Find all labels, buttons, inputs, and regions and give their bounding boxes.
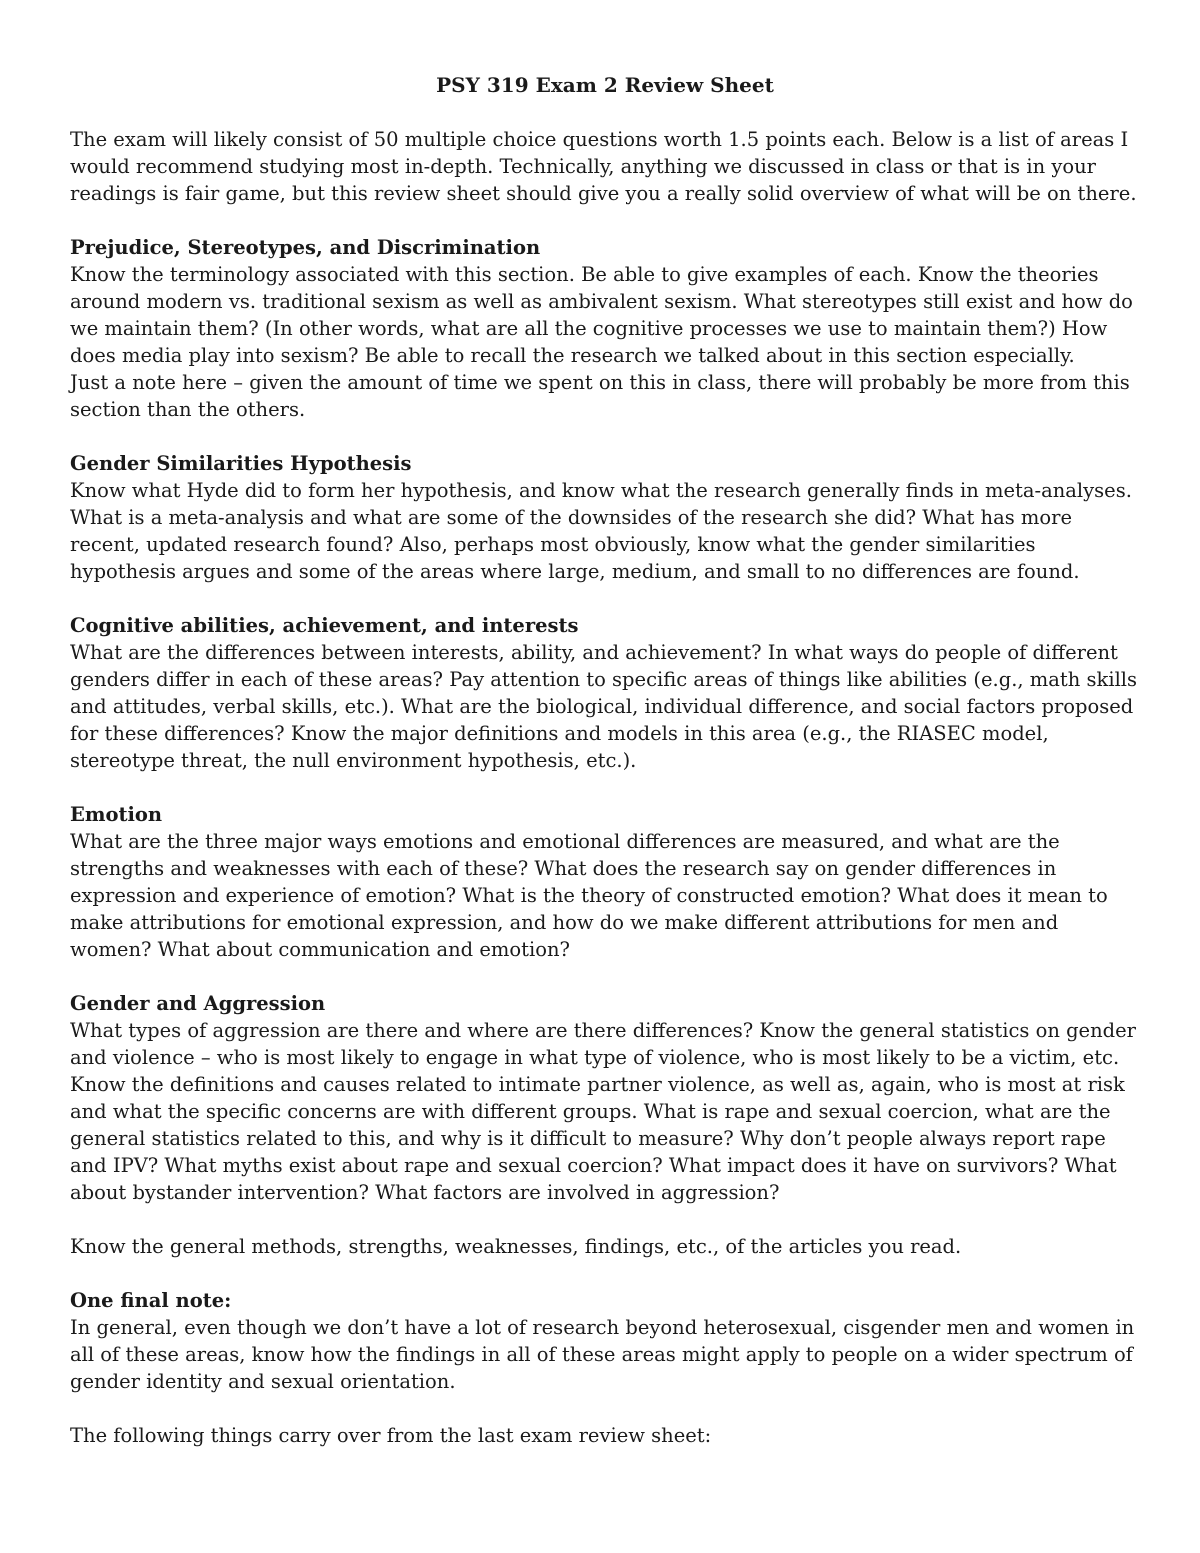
section-heading: Cognitive abilities, achievement, and interests	[70, 614, 579, 637]
articles-note: Know the general methods, strengths, weaknesses, findings, etc., of the articles you read.	[70, 1235, 962, 1258]
section-body: What types of aggression are there and where are there differences? Know the general statistics on gender and violence – who is most likely to engage in what type of violence, who is most likely to be a victim, etc. Know the definitions and causes related to intimate partner violence, as well as, again, who is most at risk and what the specific concerns are with different groups. What is rape and sexual coercion, what are the general statistics related to this, and why is it difficult to measure? Why don’t people always report rape and IPV? What myths exist about rape and sexual coercion? What impact does it have on survivors? What about bystander intervention? What factors are involved in aggression?	[70, 1019, 1136, 1204]
section-body: What are the differences between interests, ability, and achievement? In what ways do people of different genders differ in each of these areas? Pay attention to specific areas of things like abilities (e.g., math skills and attitudes, verbal skills, etc.). What are the biological, individual difference, and social factors proposed for these differences? Know the major definitions and models in this area (e.g., the RIASEC model, stereotype threat, the null environment hypothesis, etc.).	[70, 641, 1138, 772]
section-cognitive-abilities	[70, 612, 1140, 774]
section-aggression	[70, 990, 1140, 1206]
section-final-note	[70, 1287, 1140, 1395]
section-body: What are the three major ways emotions and emotional differences are measured, and what are the strengths and weaknesses with each of these? What does the research say on gender differences in expression and experience of emotion? What is the theory of constructed emotion? What does it mean to make attributions for emotional expression, and how do we make different attributions for men and women? What about communication and emotion?	[70, 830, 1108, 961]
section-note: Just a note here – given the amount of time we spent on this in class, there will probably be more from this section than the others.	[70, 371, 1130, 421]
document-page	[70, 72, 1140, 1476]
section-heading: Prejudice, Stereotypes, and Discrimination	[70, 236, 541, 259]
section-body: Know what Hyde did to form her hypothesis, and know what the research generally finds in meta-analyses. What is a meta-analysis and what are some of the downsides of the research she did? What has more recent, updated research found? Also, perhaps most obviously, know what the gender similarities hypothesis argues and some of the areas where large, medium, and small to no differences are found.	[70, 479, 1132, 583]
section-heading: Gender Similarities Hypothesis	[70, 452, 412, 475]
section-prejudice	[70, 234, 1140, 423]
section-heading: Emotion	[70, 803, 163, 826]
section-gender-similarities	[70, 450, 1140, 585]
carry-over-note: The following things carry over from the last exam review sheet:	[70, 1424, 712, 1447]
section-body: Know the terminology associated with this section. Be able to give examples of each. Know the theories around modern vs. traditional sexism as well as ambivalent sexism. What stereotypes still exist and how do we maintain them? (In other words, what are all the cognitive processes we use to maintain them?) How does media play into sexism? Be able to recall the research we talked about in this section especially.	[70, 263, 1133, 367]
final-note-body: In general, even though we don’t have a lot of research beyond heterosexual, cisgender men and women in all of these areas, know how the findings in all of these areas might apply to people on a wider spectrum of gender identity and sexual orientation.	[70, 1316, 1135, 1393]
section-emotion	[70, 801, 1140, 963]
section-heading: Gender and Aggression	[70, 992, 326, 1015]
final-note-heading: One final note:	[70, 1289, 232, 1312]
document-title: PSY 319 Exam 2 Review Sheet	[436, 73, 774, 97]
intro-paragraph: The exam will likely consist of 50 multiple choice questions worth 1.5 points each. Below is a list of areas I would recommend studying most in-depth. Technically, anything we discussed in class or that is in your readings is fair game, but this review sheet should give you a really solid overview of what will be on there.	[70, 128, 1137, 205]
